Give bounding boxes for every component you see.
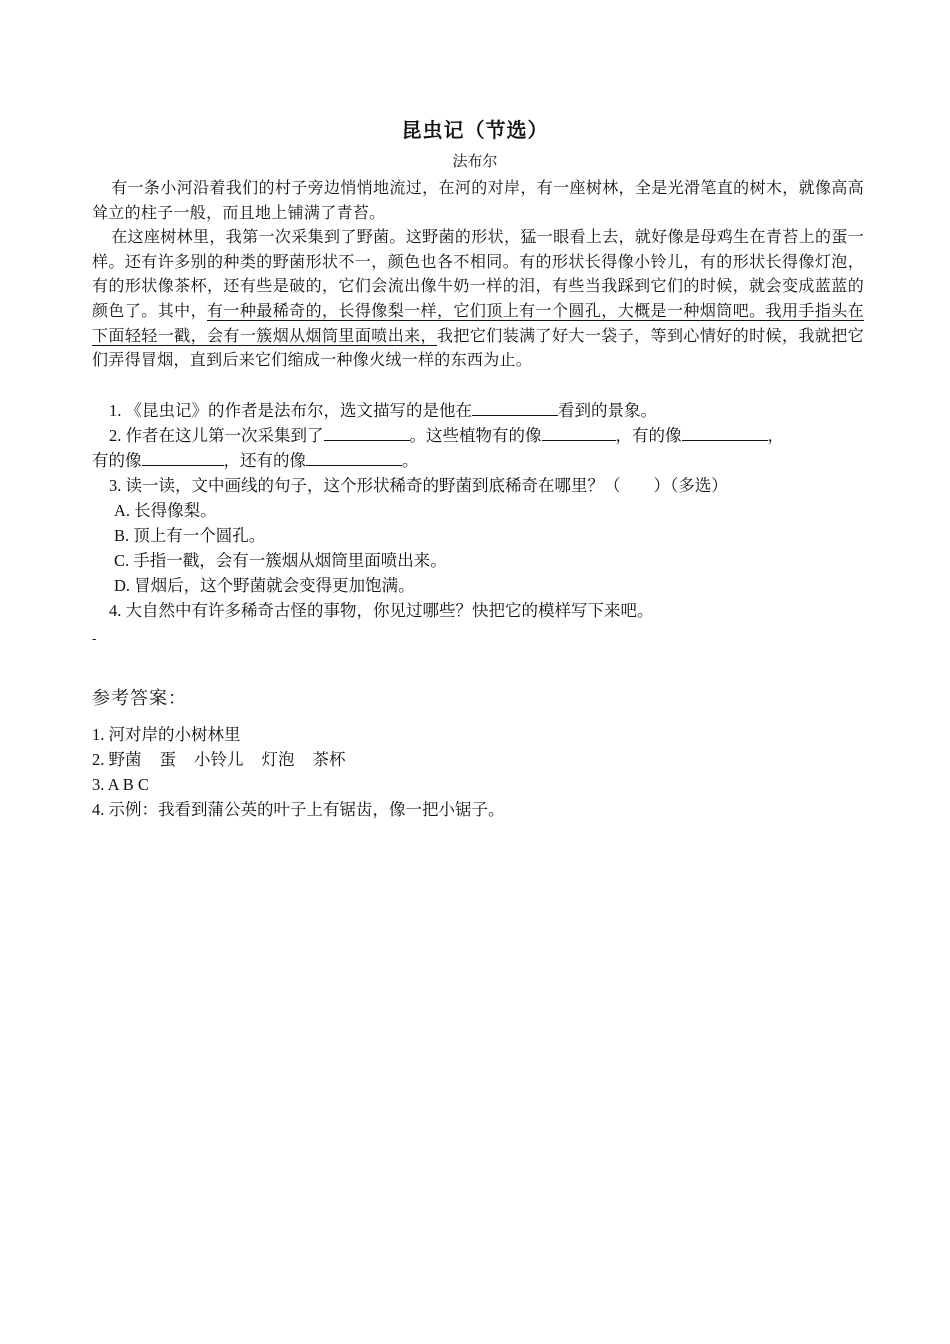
answer-blank[interactable]: [324, 425, 410, 441]
passage-paragraph-1: 有一条小河沿着我们的村子旁边悄悄地流过，在河的对岸，有一座树林，全是光滑笔直的树木，就像高高耸立的柱子一般，而且地上铺满了青苔。: [92, 178, 864, 222]
answer-blank[interactable]: [682, 425, 768, 441]
answer-2-item: 茶杯: [312, 750, 346, 769]
answer-blank[interactable]: [142, 450, 224, 466]
answer-4: 4. 示例：我看到蒲公英的叶子上有锯齿，像一把小锯子。: [92, 800, 505, 819]
option-d: D. 冒烟后，这个野菌就会变得更加饱满。: [114, 576, 415, 595]
answers-heading: 参考答案：: [92, 688, 187, 709]
answer-key: [92, 722, 864, 822]
question-2-text-f: ，还有的像: [223, 451, 306, 470]
answer-3: 3. A B C: [92, 775, 149, 794]
question-4: 4. 大自然中有许多稀奇古怪的事物，你见过哪些？快把它的模样写下来吧。: [109, 601, 654, 620]
answer-blank[interactable]: [306, 450, 402, 466]
answer-2: [92, 747, 864, 772]
question-2: [92, 423, 864, 473]
option-a: A. 长得像梨。: [114, 501, 217, 520]
question-3: 3. 读一读，文中画线的句子，这个形状稀奇的野菌到底稀奇在哪里？（ ）（多选）: [109, 476, 728, 495]
answer-2-item: 灯泡: [261, 750, 295, 769]
question-1-text: 1. 《昆虫记》的作者是法布尔，选文描写的是他在: [109, 401, 472, 420]
question-2-text-c: ，有的像: [615, 426, 682, 445]
answer-blank[interactable]: [472, 400, 558, 416]
answer-2-prefix: 2. 野菌: [92, 750, 142, 769]
paragraph-2-text-before: 在这座树林里，我第一次采集到了野菌。这野菌的形状，猛一眼看上去，就好像是母鸡生在青苔上的蛋一样。还有许多别的种类的野菌形状不一，颜色也各不相同。有的形状长得像小铃儿，有的形状长得像灯泡，有的形状像茶杯，还有些是破的，它们会流出像牛奶一样的泪，有些当我踩到它们的时候，就会变成蓝蓝的颜色了。其中，: [92, 227, 864, 320]
paragraph-2-text-after: 我把它们装满了好大一袋子，等到心情好的时候，我就把它们弄得冒烟，直到后来它们缩成一种像火绒一样的东西为止。: [92, 325, 864, 370]
answer-blank[interactable]: [542, 425, 616, 441]
separator-dash: -: [92, 632, 97, 647]
document-title: 昆虫记（节选）: [401, 118, 549, 142]
option-b: B. 顶上有一个圆孔。: [114, 526, 266, 545]
question-2-text-g: 。: [402, 451, 419, 470]
question-2-text-b: 。这些植物有的像: [409, 426, 542, 445]
reading-passage: [92, 176, 864, 373]
question-1: [92, 398, 864, 423]
question-2-text: 2. 作者在这儿第一次采集到了: [109, 426, 324, 445]
question-2-text-e: 有的像: [92, 451, 142, 470]
passage-paragraph-2: [92, 225, 864, 373]
answer-1: 1. 河对岸的小树林里: [92, 725, 241, 744]
answer-2-item: 小铃儿: [194, 750, 244, 769]
answer-2-item: 蛋: [159, 750, 176, 769]
questions-section: [92, 398, 864, 623]
question-2-text-d: ，: [767, 426, 784, 445]
document-author: 法布尔: [452, 152, 498, 170]
option-c: C. 手指一戳，会有一簇烟从烟筒里面喷出来。: [114, 551, 447, 570]
underlined-sentence: 有一种最稀奇的，长得像梨一样，它们顶上有一个圆孔，大概是一种烟筒吧。我用手指头在下面轻轻一戳，会有一簇烟从烟筒里面喷出来，: [92, 300, 864, 345]
question-1-text-end: 看到的景象。: [558, 401, 657, 420]
